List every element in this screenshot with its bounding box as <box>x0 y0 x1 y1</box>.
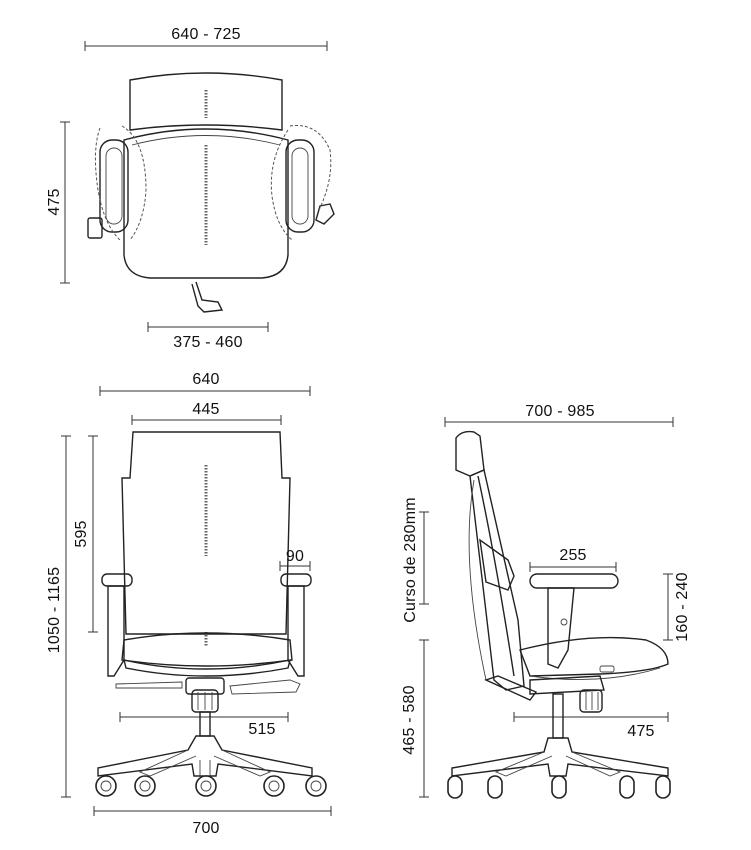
side-armrest-height-label: 160 - 240 <box>674 572 691 642</box>
front-overall-width-label: 640 <box>192 371 220 388</box>
side-armrest-depth-label: 255 <box>559 547 587 564</box>
top-view <box>60 41 334 332</box>
side-seat-height-label: 465 - 580 <box>401 685 418 755</box>
side-seat-depth-label: 475 <box>627 723 655 740</box>
front-armrest-width-label: 90 <box>285 548 305 565</box>
top-depth-label: 475 <box>46 188 63 216</box>
front-total-height-label: 1050 - 1165 <box>46 566 63 654</box>
front-back-width-label: 445 <box>192 401 220 418</box>
side-overall-depth-label: 700 - 985 <box>525 403 595 420</box>
front-base-width-label: 700 <box>192 820 220 837</box>
side-lumbar-travel-label: Curso de 280mm <box>402 497 419 623</box>
top-width-label: 640 - 725 <box>171 26 241 43</box>
front-view <box>61 386 331 816</box>
side-view <box>419 417 673 798</box>
top-seat-depth-label: 375 - 460 <box>173 334 243 351</box>
front-seat-width-label: 515 <box>248 721 276 738</box>
front-back-height-label: 595 <box>73 520 90 548</box>
